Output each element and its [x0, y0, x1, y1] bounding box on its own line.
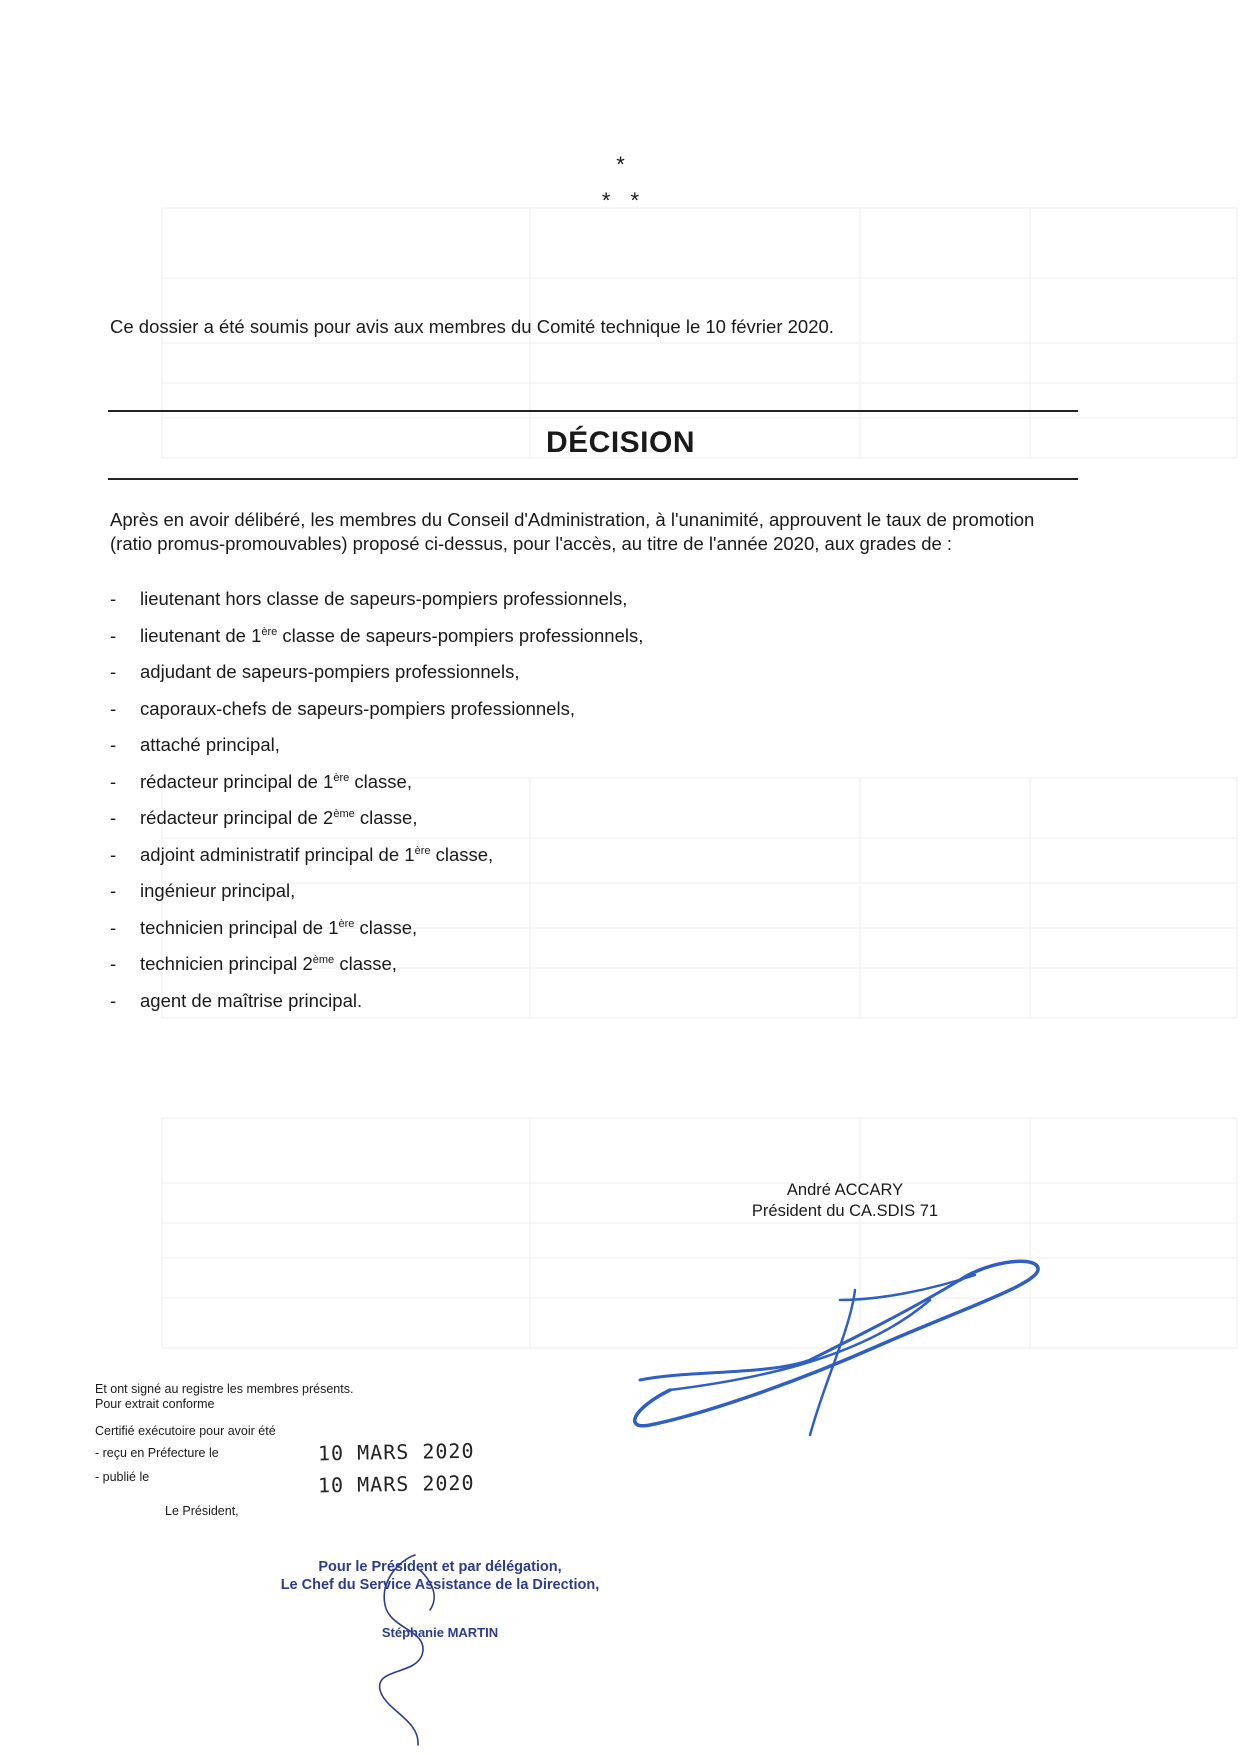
grade-item	[110, 625, 643, 662]
rule-bottom	[108, 478, 1078, 480]
grade-item	[110, 880, 643, 917]
grade-item	[110, 698, 643, 735]
grade-item	[110, 588, 643, 625]
delegation-line-1: Pour le Président et par délégation,	[318, 1559, 562, 1575]
list-dash: -	[110, 624, 117, 646]
list-dash: -	[110, 807, 117, 828]
grades-list	[110, 588, 643, 1026]
signer-title: Président du CA.SDIS 71	[751, 1202, 939, 1220]
list-dash: -	[110, 770, 117, 792]
intro-paragraph: Après en avoir délibéré, les membres du Conseil d'Administration, à l'unanimité, approuvent le taux de promotion (ratio promus-promouvables) proposé ci-dessus, pour l'accès, au titre de l'année 2020, aux grades de :	[110, 509, 1035, 554]
list-dash: -	[110, 661, 117, 682]
grade-text: adjoint administratif principal de 1ère classe,	[140, 843, 494, 865]
footer-line-registre: Et ont signé au registre les membres présents.	[95, 1382, 354, 1396]
grade-text: rédacteur principal de 1ère classe,	[140, 770, 412, 792]
grade-text: ingénieur principal,	[140, 880, 296, 901]
president-signature	[630, 1240, 1060, 1440]
list-dash: -	[110, 989, 117, 1011]
grade-text: adjudant de sapeurs-pompiers professionnels,	[140, 661, 520, 682]
footer-line-certifie: Certifié exécutoire pour avoir été	[95, 1424, 276, 1438]
signer-block	[720, 1180, 970, 1222]
delegation-line-2: Le Chef du Service Assistance de la Direction,	[280, 1577, 600, 1593]
list-dash: -	[110, 916, 117, 938]
footer-line-president: Le Président,	[165, 1504, 239, 1518]
list-dash: -	[110, 843, 117, 865]
footer-line-extrait: Pour extrait conforme	[95, 1397, 215, 1411]
grade-text: attaché principal,	[140, 734, 280, 755]
grade-item	[110, 771, 643, 808]
grade-item	[110, 990, 643, 1027]
list-dash: -	[110, 588, 117, 609]
grade-text: technicien principal 2ème classe,	[140, 953, 397, 974]
stamp-date-publie: 10 MARS 2020	[317, 1470, 475, 1498]
stamp-date-prefecture: 10 MARS 2020	[317, 1438, 475, 1466]
grade-text: technicien principal de 1ère classe,	[140, 916, 418, 938]
rule-top	[108, 410, 1078, 412]
grade-item	[110, 953, 643, 990]
dossier-text: Ce dossier a été soumis pour avis aux membres du Comité technique le 10 février 2020.	[110, 316, 834, 337]
footer-line-publie: - publié le	[95, 1470, 150, 1484]
list-dash: -	[110, 880, 117, 901]
ornament-star-top: *	[616, 152, 625, 177]
ornament-star-bottom: * *	[601, 188, 640, 213]
grade-item	[110, 734, 643, 771]
grade-text: rédacteur principal de 2ème classe,	[140, 807, 418, 828]
footer-line-prefecture: - reçu en Préfecture le	[95, 1446, 219, 1460]
delegation-name: Stéphanie MARTIN	[381, 1625, 499, 1640]
list-dash: -	[110, 734, 117, 755]
delegate-signature	[360, 1550, 470, 1750]
grade-item	[110, 661, 643, 698]
grade-item	[110, 917, 643, 954]
grade-text: caporaux-chefs de sapeurs-pompiers professionnels,	[140, 697, 575, 719]
grade-text: lieutenant hors classe de sapeurs-pompiers professionnels,	[140, 588, 628, 609]
grade-item	[110, 807, 643, 844]
grade-text: lieutenant de 1ère classe de sapeurs-pompiers professionnels,	[140, 624, 644, 646]
list-dash: -	[110, 953, 117, 974]
grade-item	[110, 844, 643, 881]
list-dash: -	[110, 697, 117, 719]
decision-title: DÉCISION	[545, 426, 696, 459]
grade-text: agent de maîtrise principal.	[140, 989, 363, 1011]
signer-name: André ACCARY	[786, 1181, 904, 1199]
